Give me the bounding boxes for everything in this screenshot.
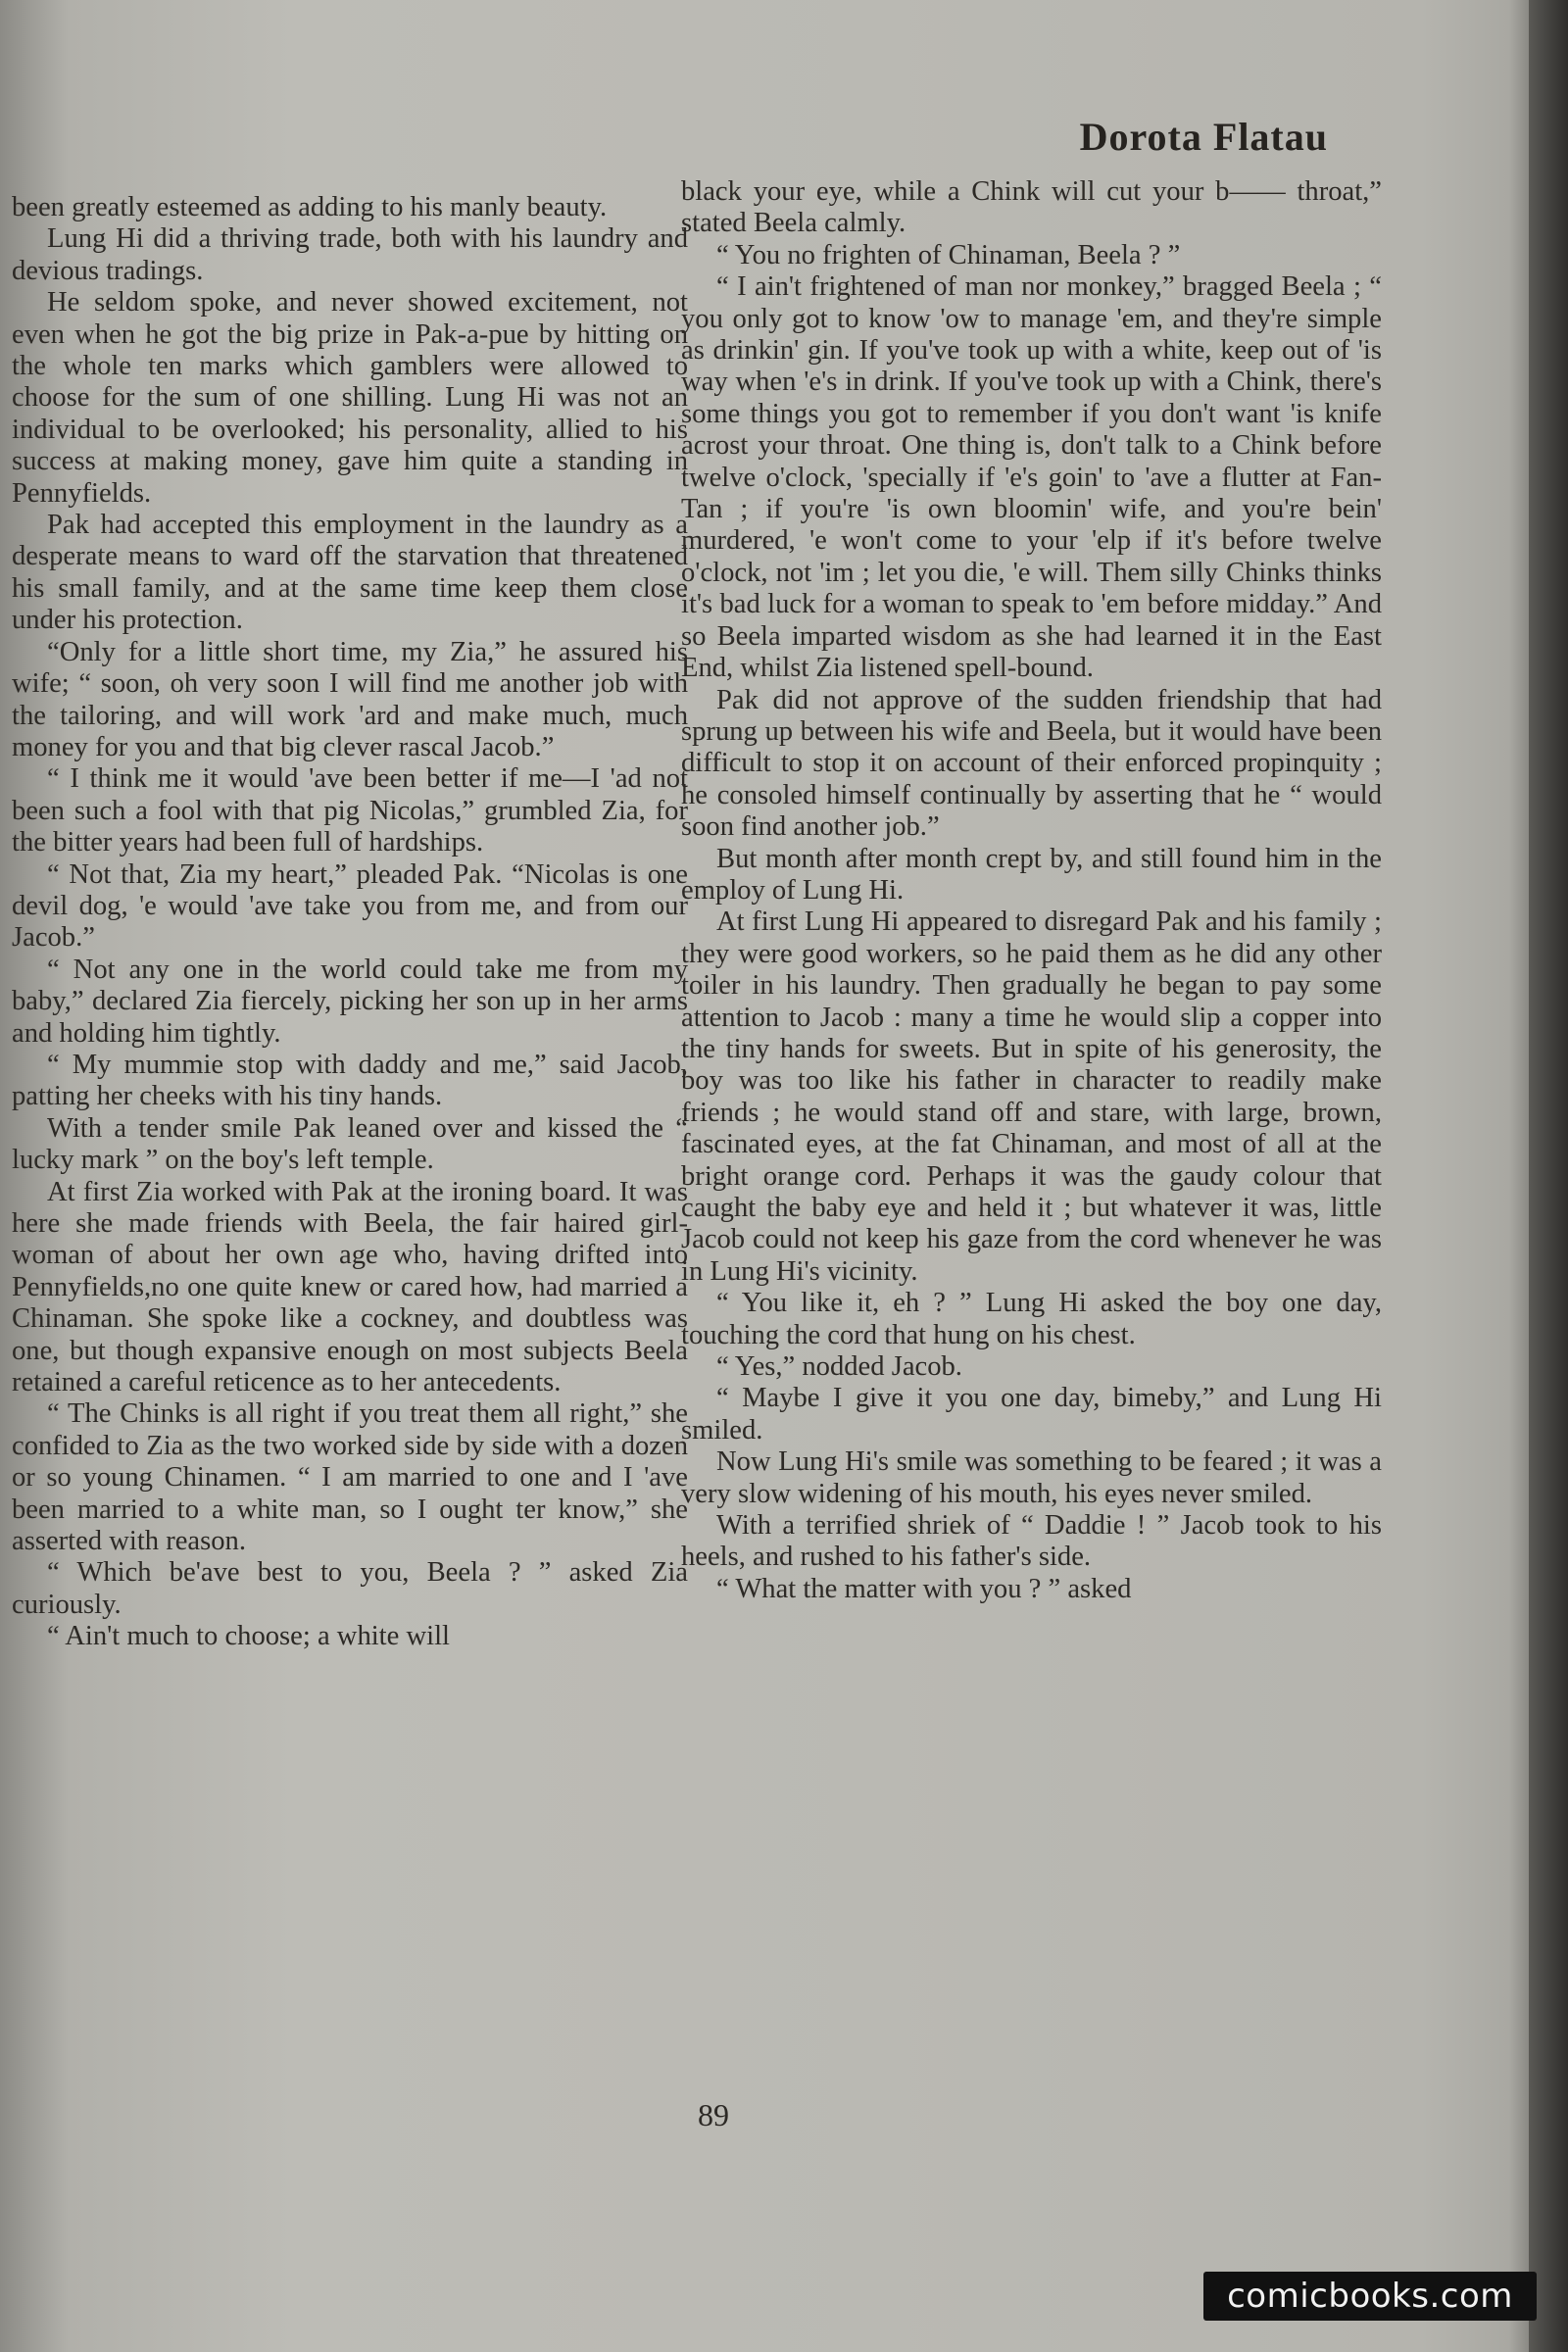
paragraph: “ I think me it would 'ave been better if me—I 'ad not been such a fool with that pig Nicolas,” grumbled Zia, for the bitter years had been full of hardships. [12,763,688,858]
paragraph: “ Not any one in the world could take me from my baby,” declared Zia fiercely, picking her son up in her arms and holding him tightly. [12,954,688,1049]
watermark-link[interactable]: comicbooks.com [1203,2272,1537,2321]
paragraph: Now Lung Hi's smile was something to be feared ; it was a very slow widening of his mouth, his eyes never smiled. [681,1446,1382,1509]
paragraph: “ Not that, Zia my heart,” pleaded Pak. “Nicolas is one devil dog, 'e would 'ave take you from me, and from our Jacob.” [12,858,688,954]
paragraph: “Only for a little short time, my Zia,” he assured his wife; “ soon, oh very soon I will find me another job with the tailoring, and will work 'ard and make much, much money for you and that big clever rascal Jacob.” [12,636,688,762]
paragraph: But month after month crept by, and still found him in the employ of Lung Hi. [681,843,1382,906]
paragraph: Pak did not approve of the sudden friendship that had sprung up between his wife and Beela, but it would have been difficult to stop it on account of their enforced propinquity ; he consoled himself continually by asserting that he “ would soon find another job.” [681,684,1382,843]
text-column-left [12,192,688,2083]
paragraph: “ Yes,” nodded Jacob. [716,1351,962,1383]
paragraph: “ Ain't much to choose; a white will [47,1621,450,1652]
paragraph: “ The Chinks is all right if you treat them all right,” she confided to Zia as the two worked side by side with a dozen or so young Chinamen. “ I am married to one and I 'ave been married to a white man, so I ought ter know,” she asserted with reason. [12,1398,688,1557]
book-spine-shadow [1529,0,1568,2352]
text-column-right [681,176,1382,2068]
page-number: 89 [698,2097,729,2132]
paragraph: Lung Hi did a thriving trade, both with his laundry and devious tradings. [12,223,688,286]
paragraph: “ I ain't frightened of man nor monkey,” bragged Beela ; “ you only got to know 'ow to manage 'em, and they're simple as drinkin' gin. If you've took up with a white, keep out of 'is way when 'e's in drink. If you've took up with a Chink, there's some things you got to remember if you don't want 'is knife acrost your throat. One thing is, don't talk to a Chink before twelve o'clock, 'specially if 'e's goin' to 'ave a flutter at Fan-Tan ; if you're 'is own bloomin' wife, and you're bein' murdered, 'e won't come to your 'elp if it's before twelve o'clock, not 'im ; let you die, 'e will. Them silly Chinks thinks it's bad luck for a woman to speak to 'em before midday.” And so Beela imparted wisdom as she had learned it in the East End, whilst Zia listened spell-bound. [681,271,1382,684]
paragraph: At first Lung Hi appeared to disregard Pak and his family ; they were good workers, so he paid them as he did any other toiler in his laundry. Then gradually he began to pay some attention to Jacob : many a time he would slip a copper into the tiny hands for sweets. But in spite of his generosity, the boy was too like his father in character to readily make friends ; he would stand off and stare, with large, brown, fascinated eyes, at the fat Chinaman, and most of all at the bright orange cord. Perhaps it was the gaudy colour that caught the baby eye and held it ; but whatever it was, little Jacob could not keep his gaze from the cord whenever he was in Lung Hi's vicinity. [681,906,1382,1287]
paragraph: “ My mummie stop with daddy and me,” said Jacob, patting her cheeks with his tiny hands. [12,1049,688,1112]
paragraph: With a terrified shriek of “ Daddie ! ” Jacob took to his heels, and rushed to his father's side. [681,1510,1382,1573]
paragraph: He seldom spoke, and never showed excitement, not even when he got the big prize in Pak-a-pue by hitting on the whole ten marks which gamblers were allowed to choose for the sum of one shilling. Lung Hi was not an individual to be overlooked; his personality, allied to his success at making money, gave him quite a standing in Pennyfields. [12,287,688,509]
paragraph: “ Maybe I give it you one day, bimeby,” and Lung Hi smiled. [681,1383,1382,1446]
paragraph: At first Zia worked with Pak at the ironing board. It was here she made friends with Beela, the fair haired girl-woman of about her own age who, having drifted into Pennyfields,no one quite knew or cared how, had married a Chinaman. She spoke like a cockney, and doubtless was one, but though expansive enough on most subjects Beela retained a careful reticence as to her antecedents. [12,1176,688,1398]
paragraph: “ What the matter with you ? ” asked [716,1573,1132,1604]
running-header-author: Dorota Flatau [1079,115,1328,159]
paragraph: black your eye, while a Chink will cut your b—— throat,” stated Beela calmly. [681,176,1382,239]
paragraph: With a tender smile Pak leaned over and kissed the “ lucky mark ” on the boy's left temple. [12,1112,688,1176]
paragraph: “ You like it, eh ? ” Lung Hi asked the boy one day, touching the cord that hung on his chest. [681,1288,1382,1350]
paragraph: Pak had accepted this employment in the laundry as a desperate means to ward off the starvation that threatened his small family, and at the same time keep them close under his protection. [12,510,688,636]
paragraph: “ Which be'ave best to you, Beela ? ” asked Zia curiously. [12,1557,688,1620]
paragraph: been greatly esteemed as adding to his manly beauty. [12,192,608,222]
paragraph: “ You no frighten of Chinaman, Beela ? ” [716,239,1181,270]
